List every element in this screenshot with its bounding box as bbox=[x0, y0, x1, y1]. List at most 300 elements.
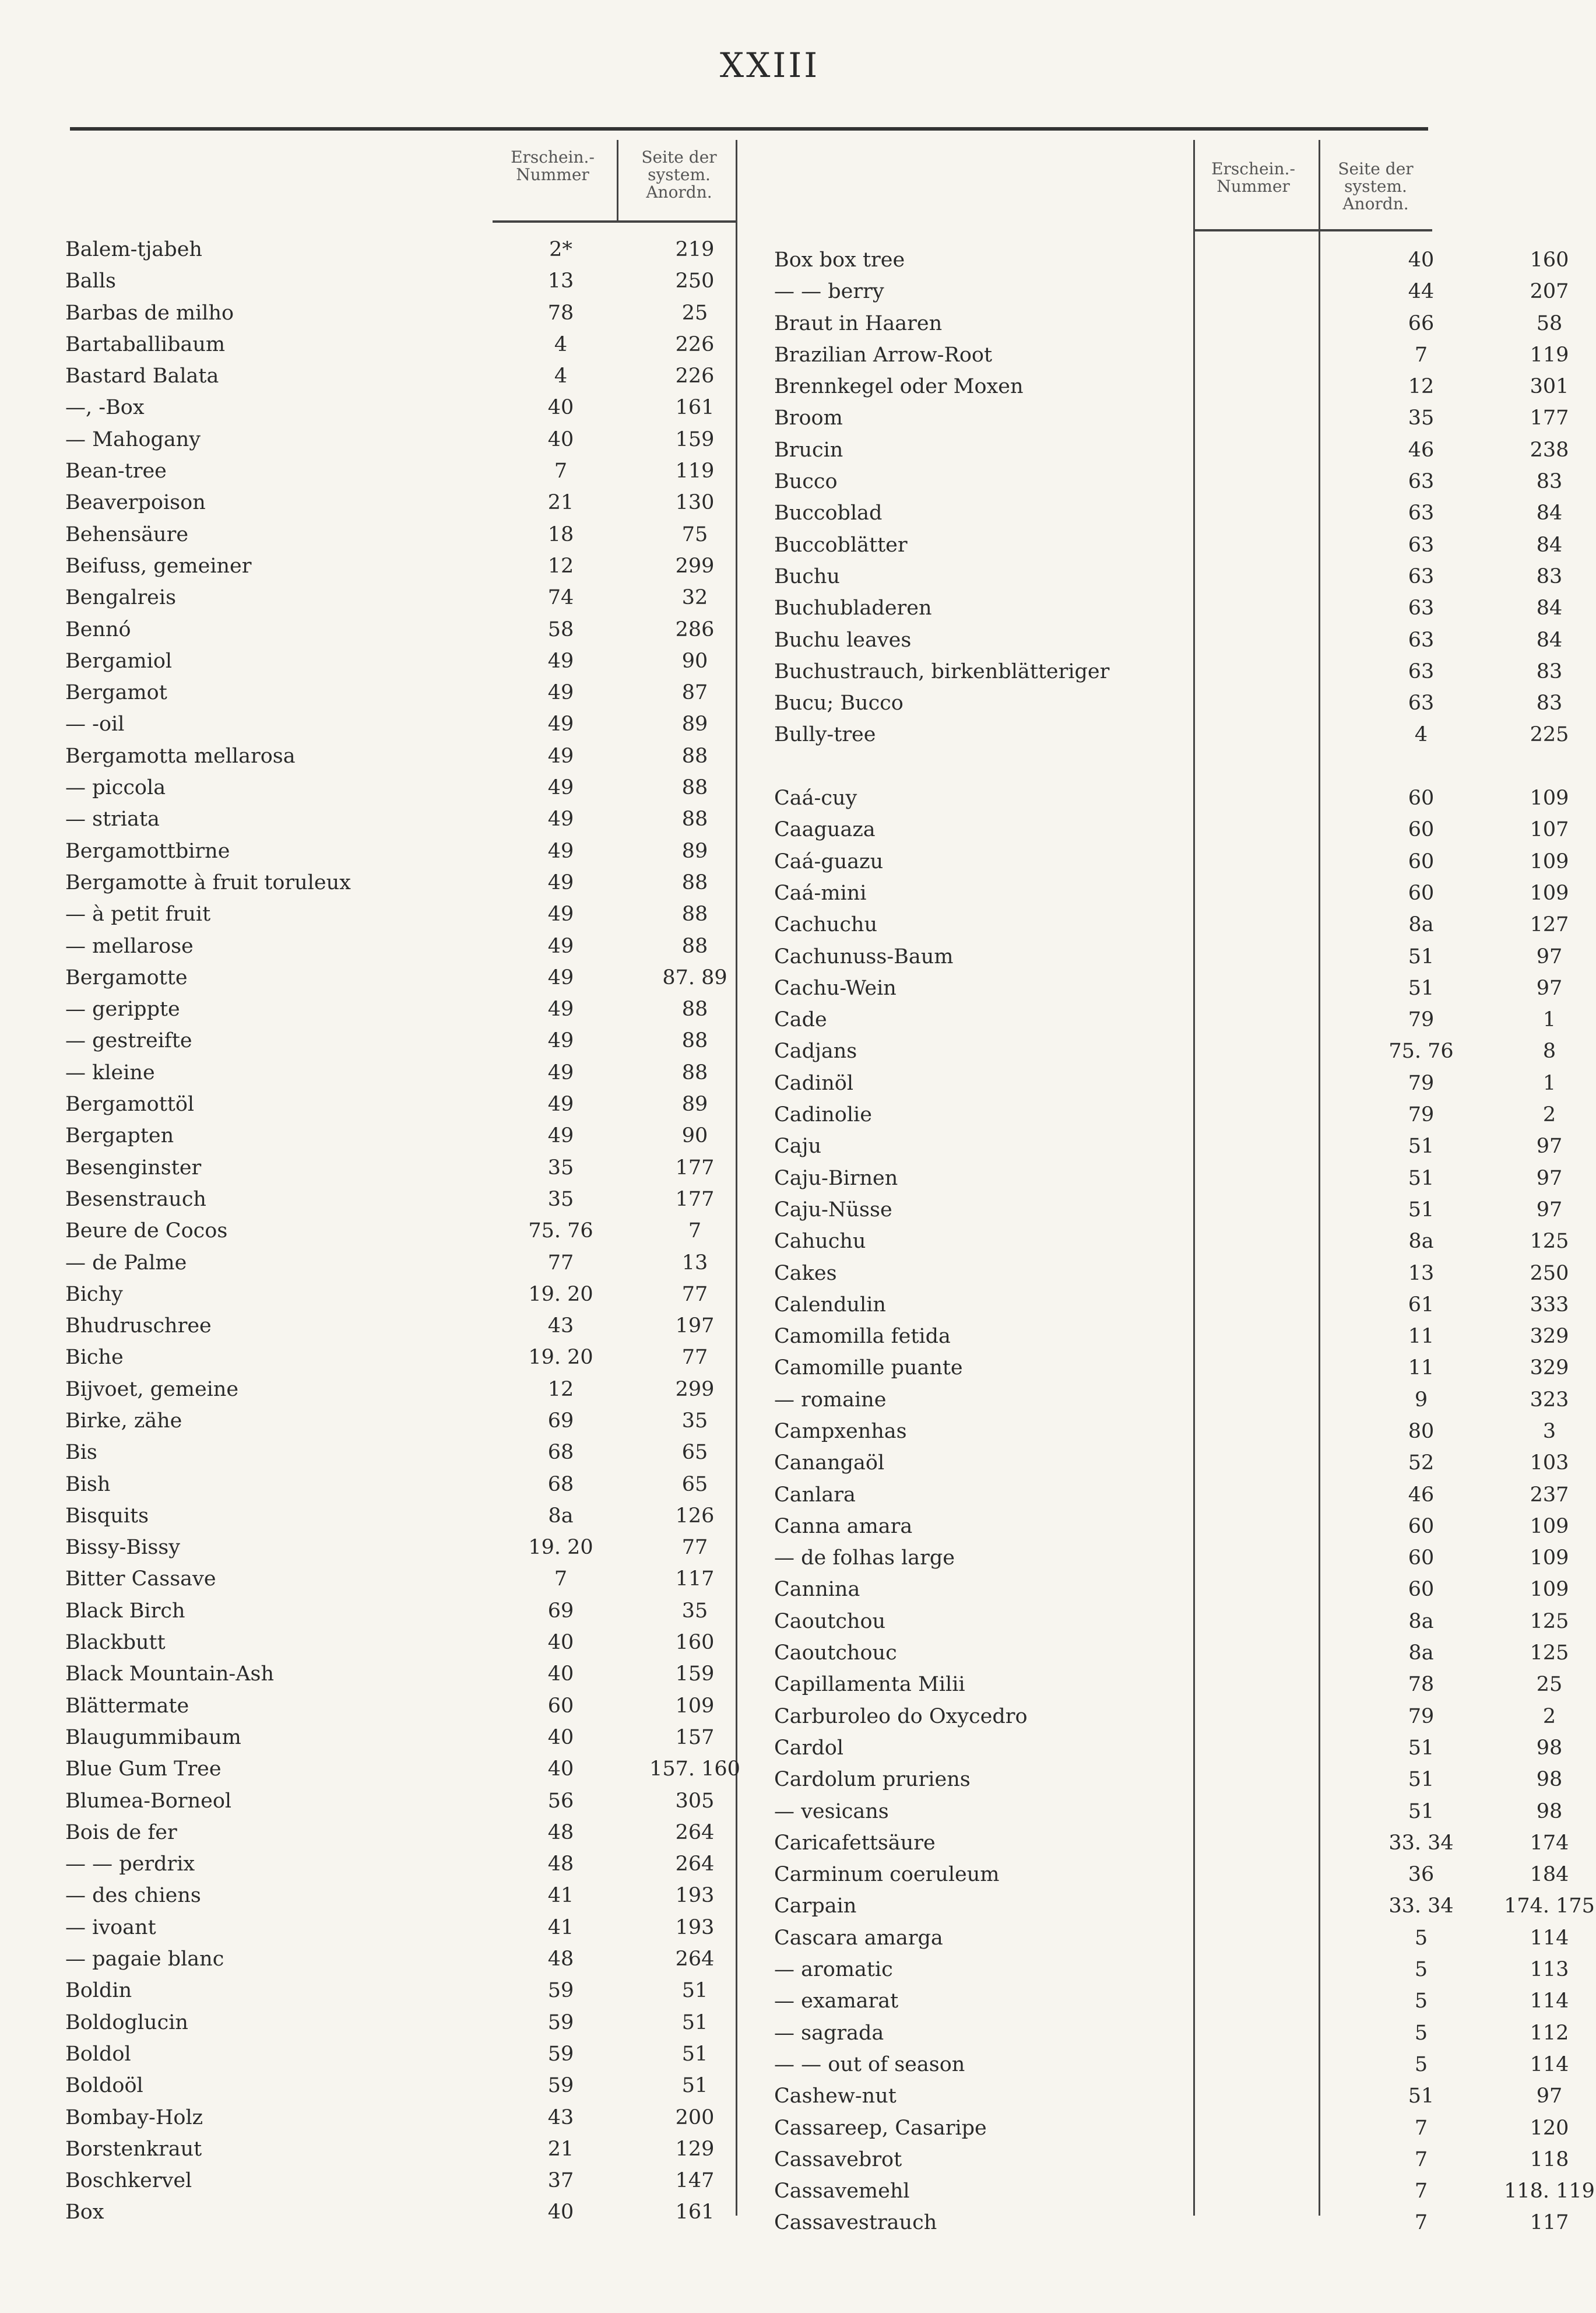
entry-number: 11 bbox=[1408, 1325, 1435, 1349]
entry-name: Brazilian Arrow-Root bbox=[774, 343, 993, 367]
entry-number: 49 bbox=[547, 871, 574, 894]
entry-page: 114 bbox=[1530, 1989, 1569, 2013]
entry-name: Cassavemehl bbox=[774, 2179, 910, 2203]
index-entry bbox=[774, 813, 1569, 845]
index-entry bbox=[65, 961, 730, 993]
index-entry bbox=[774, 275, 1569, 307]
index-entry bbox=[65, 486, 730, 518]
entry-name: — à petit fruit bbox=[65, 903, 211, 926]
index-entry bbox=[774, 465, 1563, 497]
entry-page: 83 bbox=[1536, 692, 1563, 715]
entry-page: 127 bbox=[1530, 913, 1569, 937]
entry-number: 78 bbox=[547, 301, 574, 325]
entry-number: 7 bbox=[1414, 2147, 1428, 2171]
index-entry bbox=[65, 1816, 730, 1848]
entry-number: 61 bbox=[1408, 1293, 1435, 1317]
entry-number: 63 bbox=[1408, 596, 1435, 620]
entry-name: Carburoleo do Oxycedro bbox=[774, 1704, 1028, 1728]
index-entry bbox=[65, 1531, 730, 1563]
entry-page: 237 bbox=[1530, 1483, 1569, 1507]
entry-number: 19. 20 bbox=[528, 1282, 593, 1306]
entry-page: 117 bbox=[675, 1567, 715, 1591]
entry-name: Black Birch bbox=[65, 1599, 185, 1623]
index-entry bbox=[65, 803, 730, 834]
entry-page: 219 bbox=[675, 238, 715, 261]
entry-name: — Mahogany bbox=[65, 427, 201, 451]
entry-name: Capillamenta Milii bbox=[774, 1673, 965, 1697]
entry-name: Bis bbox=[65, 1441, 97, 1465]
entry-name: Caricafettsäure bbox=[774, 1831, 936, 1855]
entry-name: Campxenhas bbox=[774, 1419, 907, 1443]
entry-number: 48 bbox=[547, 1947, 574, 1971]
entry-number: 8a bbox=[1408, 913, 1434, 937]
entry-name: — -oil bbox=[65, 712, 125, 736]
left-index-list bbox=[65, 233, 740, 2228]
index-entry bbox=[774, 2017, 1569, 2048]
entry-page: 160 bbox=[675, 1631, 715, 1655]
entry-page: 84 bbox=[1536, 628, 1563, 652]
entry-page: 87. 89 bbox=[662, 966, 727, 989]
entry-number: 8a bbox=[1408, 1230, 1434, 1254]
entry-name: Boldin bbox=[65, 1979, 132, 2003]
entry-number: 49 bbox=[547, 649, 574, 673]
entry-page: 177 bbox=[675, 1187, 715, 1211]
entry-number: 36 bbox=[1408, 1863, 1435, 1887]
entry-name: Biche bbox=[65, 1346, 124, 1370]
entry-name: Broom bbox=[774, 406, 843, 430]
index-entry bbox=[774, 1763, 1563, 1795]
entry-page: 98 bbox=[1536, 1799, 1563, 1823]
entry-number: 63 bbox=[1408, 533, 1435, 557]
entry-page: 7 bbox=[688, 1219, 702, 1243]
entry-page: 113 bbox=[1530, 1958, 1569, 1982]
entry-page: 89 bbox=[681, 712, 708, 736]
index-entry bbox=[65, 1278, 730, 1310]
index-entry bbox=[65, 1057, 730, 1088]
entry-page: 13 bbox=[681, 1251, 708, 1275]
index-entry bbox=[65, 1310, 730, 1341]
index-entry bbox=[65, 1119, 730, 1151]
entry-number: 60 bbox=[1408, 1578, 1435, 1602]
index-entry bbox=[774, 560, 1563, 592]
entry-name: Bengalreis bbox=[65, 586, 177, 610]
entry-name: Boldoöl bbox=[65, 2074, 143, 2098]
entry-name: Behensäure bbox=[65, 522, 189, 546]
entry-page: 97 bbox=[1536, 1166, 1563, 1190]
entry-page: 200 bbox=[675, 2105, 715, 2129]
index-entry bbox=[774, 1827, 1569, 1858]
entry-number: 7 bbox=[1414, 2116, 1428, 2140]
entry-number: 7 bbox=[1414, 2179, 1428, 2203]
index-entry bbox=[774, 1035, 1556, 1066]
entry-number: 19. 20 bbox=[528, 1346, 593, 1370]
entry-page: 98 bbox=[1536, 1736, 1563, 1760]
index-entry bbox=[65, 2006, 730, 2038]
index-entry bbox=[774, 1479, 1569, 1510]
index-entry bbox=[65, 1595, 730, 1626]
entry-name: Buchubladeren bbox=[774, 596, 932, 620]
entry-number: 43 bbox=[547, 1314, 574, 1338]
entry-name: Cadinolie bbox=[774, 1103, 872, 1127]
entry-number: 60 bbox=[547, 1694, 574, 1718]
entry-number: 7 bbox=[554, 459, 568, 483]
index-entry bbox=[774, 497, 1563, 528]
entry-number: 63 bbox=[1408, 501, 1435, 525]
entry-number: 43 bbox=[547, 2105, 574, 2129]
entry-page: 83 bbox=[1536, 470, 1563, 494]
entry-number: 41 bbox=[547, 1884, 574, 1908]
entry-number: 5 bbox=[1414, 1926, 1428, 1950]
entry-number: 49 bbox=[547, 1093, 574, 1117]
entry-number: 58 bbox=[547, 617, 574, 641]
entry-name: Caaguaza bbox=[774, 818, 876, 842]
entry-name: Camomilla fetida bbox=[774, 1325, 951, 1349]
entry-name: Cade bbox=[774, 1008, 827, 1032]
index-entry bbox=[774, 1953, 1569, 1985]
entry-number: 49 bbox=[547, 1029, 574, 1053]
entry-number: 69 bbox=[547, 1599, 574, 1623]
index-entry bbox=[65, 581, 730, 613]
entry-page: 109 bbox=[1530, 850, 1569, 873]
entry-number: 49 bbox=[547, 934, 574, 958]
entry-name: Bergamot bbox=[65, 681, 167, 705]
entry-page: 118 bbox=[1530, 2147, 1569, 2171]
entry-page: 88 bbox=[681, 808, 708, 831]
entry-number: 79 bbox=[1408, 1704, 1435, 1728]
index-entry bbox=[65, 740, 730, 771]
entry-name: Bergamotta mellarosa bbox=[65, 744, 296, 768]
entry-page: 97 bbox=[1536, 1135, 1563, 1159]
entry-number: 63 bbox=[1408, 564, 1435, 588]
entry-page: 84 bbox=[1536, 533, 1563, 557]
entry-page: 250 bbox=[1530, 1261, 1569, 1285]
entry-name: Bergamottöl bbox=[65, 1093, 195, 1117]
entry-name: Boschkervel bbox=[65, 2169, 192, 2193]
entry-number: 63 bbox=[1408, 470, 1435, 494]
entry-page: 264 bbox=[675, 1852, 715, 1876]
entry-name: Cachunuss-Baum bbox=[774, 945, 954, 968]
entry-name: Cassavebrot bbox=[774, 2147, 902, 2171]
entry-name: Blue Gum Tree bbox=[65, 1757, 222, 1781]
entry-name: Caoutchou bbox=[774, 1609, 886, 1633]
entry-number: 46 bbox=[1408, 438, 1435, 462]
right-header-rule bbox=[1193, 229, 1432, 231]
entry-number: 75. 76 bbox=[1388, 1040, 1454, 1064]
index-entry bbox=[65, 1848, 730, 1879]
entry-number: 7 bbox=[1414, 343, 1428, 367]
index-entry bbox=[774, 1542, 1569, 1573]
entry-name: Brennkegel oder Moxen bbox=[774, 375, 1024, 399]
entry-number: 12 bbox=[547, 554, 574, 578]
entry-name: — ivoant bbox=[65, 1915, 156, 1939]
entry-page: 157 bbox=[675, 1725, 715, 1749]
index-entry bbox=[774, 1194, 1563, 1225]
entry-name: Caju bbox=[774, 1135, 822, 1159]
index-entry bbox=[65, 866, 730, 898]
entry-page: 88 bbox=[681, 871, 708, 894]
entry-name: — — berry bbox=[774, 280, 884, 304]
entry-number: 68 bbox=[547, 1472, 574, 1496]
entry-page: 97 bbox=[1536, 976, 1563, 1000]
index-entry bbox=[65, 1024, 730, 1056]
index-entry bbox=[65, 2133, 730, 2164]
entry-name: Bisquits bbox=[65, 1504, 149, 1528]
entry-name: — aromatic bbox=[774, 1958, 893, 1982]
index-entry bbox=[774, 1605, 1569, 1637]
entry-name: — de folhas large bbox=[774, 1546, 955, 1570]
entry-number: 59 bbox=[547, 2010, 574, 2034]
entry-page: 88 bbox=[681, 934, 708, 958]
index-entry bbox=[65, 2196, 730, 2227]
entry-page: 109 bbox=[675, 1694, 715, 1718]
entry-number: 49 bbox=[547, 839, 574, 863]
index-entry bbox=[65, 360, 730, 391]
left-header-seite: Seite der system. Anordn. bbox=[641, 148, 717, 202]
index-entry bbox=[774, 1922, 1569, 1953]
index-entry bbox=[65, 930, 730, 961]
entry-page: 299 bbox=[675, 1377, 715, 1401]
entry-number: 79 bbox=[1408, 1103, 1435, 1127]
entry-page: 109 bbox=[1530, 787, 1569, 810]
entry-name: Canlara bbox=[774, 1483, 856, 1507]
entry-page: 1 bbox=[1542, 1071, 1556, 1095]
index-entry bbox=[65, 2164, 730, 2196]
index-entry bbox=[65, 1626, 730, 1658]
entry-page: 177 bbox=[675, 1156, 715, 1180]
entry-number: 5 bbox=[1414, 2052, 1428, 2076]
index-entry bbox=[774, 402, 1569, 433]
page-number: XXIII bbox=[719, 45, 820, 85]
entry-number: 19. 20 bbox=[528, 1536, 593, 1560]
entry-page: 51 bbox=[681, 1979, 708, 2003]
entry-page: 159 bbox=[675, 1662, 715, 1686]
entry-name: — gerippte bbox=[65, 998, 180, 1022]
index-entry bbox=[65, 1152, 730, 1183]
entry-name: — vesicans bbox=[774, 1799, 889, 1823]
entry-number: 40 bbox=[547, 1662, 574, 1686]
index-entry bbox=[774, 370, 1569, 402]
entry-name: Barbas de milho bbox=[65, 301, 234, 325]
entry-page: 305 bbox=[675, 1789, 715, 1813]
entry-number: 9 bbox=[1414, 1388, 1428, 1412]
index-entry bbox=[774, 782, 1569, 813]
entry-name: Bergamottbirne bbox=[65, 839, 230, 863]
entry-name: — sagrada bbox=[774, 2021, 884, 2045]
entry-name: Cahuchu bbox=[774, 1230, 866, 1254]
entry-name: Bastard Balata bbox=[65, 364, 219, 388]
entry-number: 46 bbox=[1408, 1483, 1435, 1507]
entry-name: Bergamotte bbox=[65, 966, 188, 989]
index-entry bbox=[65, 1911, 730, 1943]
entry-name: Buchu leaves bbox=[774, 628, 912, 652]
entry-number: 33. 34 bbox=[1388, 1831, 1454, 1855]
entry-page: 83 bbox=[1536, 564, 1563, 588]
entry-name: Buccoblad bbox=[774, 501, 883, 525]
entry-number: 12 bbox=[1408, 375, 1435, 399]
index-entry bbox=[774, 655, 1563, 687]
entry-page: 118. 119 bbox=[1504, 2179, 1595, 2203]
entry-page: 3 bbox=[1542, 1419, 1556, 1443]
entry-page: 126 bbox=[675, 1504, 715, 1528]
entry-name: Bhudruschree bbox=[65, 1314, 212, 1338]
entry-page: 147 bbox=[675, 2169, 715, 2193]
index-entry bbox=[774, 2048, 1569, 2080]
entry-page: 157. 160 bbox=[649, 1757, 740, 1781]
index-entry bbox=[774, 1415, 1556, 1447]
index-entry bbox=[65, 423, 730, 455]
index-entry bbox=[65, 835, 730, 866]
index-entry bbox=[774, 1447, 1569, 1478]
entry-page: 89 bbox=[681, 1093, 708, 1117]
entry-page: 114 bbox=[1530, 1926, 1569, 1950]
entry-name: Bergapten bbox=[65, 1124, 174, 1148]
entry-number: 35 bbox=[1408, 406, 1435, 430]
entry-name: Bish bbox=[65, 1472, 111, 1496]
entry-number: 60 bbox=[1408, 818, 1435, 842]
entry-number: 49 bbox=[547, 1061, 574, 1084]
index-entry bbox=[65, 1658, 730, 1689]
index-entry bbox=[774, 1573, 1569, 1605]
entry-name: Cadinöl bbox=[774, 1071, 854, 1095]
entry-page: 107 bbox=[1530, 818, 1569, 842]
index-entry bbox=[774, 1067, 1556, 1098]
entry-name: Braut in Haaren bbox=[774, 311, 943, 335]
entry-name: Blumea-Borneol bbox=[65, 1789, 232, 1813]
entry-number: 4 bbox=[554, 364, 568, 388]
index-entry bbox=[65, 2101, 730, 2133]
entry-page: 35 bbox=[681, 1409, 708, 1433]
entry-name: Bissy-Bissy bbox=[65, 1536, 181, 1560]
index-entry bbox=[774, 1700, 1556, 1732]
entry-page: 329 bbox=[1530, 1325, 1569, 1349]
entry-name: Buccoblätter bbox=[774, 533, 908, 557]
entry-number: 48 bbox=[547, 1820, 574, 1844]
entry-page: 88 bbox=[681, 1061, 708, 1084]
entry-number: 13 bbox=[547, 269, 574, 293]
entry-number: 41 bbox=[547, 1915, 574, 1939]
entry-number: 75. 76 bbox=[528, 1219, 593, 1243]
entry-number: 79 bbox=[1408, 1008, 1435, 1032]
index-entry bbox=[774, 307, 1563, 339]
entry-page: 51 bbox=[681, 2010, 708, 2034]
entry-name: Bartaballibaum bbox=[65, 332, 226, 356]
entry-number: 59 bbox=[547, 2042, 574, 2066]
entry-number: 35 bbox=[547, 1187, 574, 1211]
index-entry bbox=[65, 233, 730, 265]
entry-page: 109 bbox=[1530, 1546, 1569, 1570]
entry-name: Besenstrauch bbox=[65, 1187, 206, 1211]
entry-page: 89 bbox=[681, 839, 708, 863]
entry-page: 125 bbox=[1530, 1230, 1569, 1254]
entry-name: — romaine bbox=[774, 1388, 887, 1412]
entry-name: Bijvoet, gemeine bbox=[65, 1377, 239, 1401]
entry-name: Cachuchu bbox=[774, 913, 878, 937]
entry-page: 90 bbox=[681, 649, 708, 673]
entry-name: Calendulin bbox=[774, 1293, 886, 1317]
index-entry bbox=[65, 1974, 730, 2006]
index-entry bbox=[774, 908, 1569, 940]
entry-name: Besenginster bbox=[65, 1156, 202, 1180]
entry-name: Cakes bbox=[774, 1261, 837, 1285]
index-entry bbox=[65, 1215, 730, 1246]
entry-number: 49 bbox=[547, 966, 574, 989]
entry-name: Balls bbox=[65, 269, 116, 293]
index-entry bbox=[774, 1510, 1569, 1542]
entry-name: Caá-guazu bbox=[774, 850, 884, 873]
index-entry bbox=[65, 1879, 730, 1911]
entry-page: 87 bbox=[681, 681, 708, 705]
entry-name: — kleine bbox=[65, 1061, 155, 1084]
index-entry bbox=[65, 1183, 730, 1215]
entry-page: 329 bbox=[1530, 1356, 1569, 1380]
entry-number: 51 bbox=[1408, 1166, 1435, 1190]
index-entry bbox=[65, 550, 730, 581]
entry-name: Blackbutt bbox=[65, 1631, 166, 1655]
index-entry bbox=[774, 529, 1563, 560]
entry-page: 109 bbox=[1530, 1514, 1569, 1538]
entry-page: 226 bbox=[675, 364, 715, 388]
index-entry bbox=[65, 993, 730, 1024]
entry-name: Carminum coeruleum bbox=[774, 1863, 1000, 1887]
index-entry bbox=[774, 1003, 1556, 1035]
entry-page: 2 bbox=[1542, 1103, 1556, 1127]
entry-number: 59 bbox=[547, 1979, 574, 2003]
entry-page: 88 bbox=[681, 744, 708, 768]
index-entry bbox=[774, 1668, 1563, 1700]
entry-page: 51 bbox=[681, 2042, 708, 2066]
entry-page: 333 bbox=[1530, 1293, 1569, 1317]
entry-name: Caá-cuy bbox=[774, 787, 857, 810]
entry-page: 8 bbox=[1542, 1040, 1556, 1064]
right-index-list bbox=[774, 244, 1595, 2238]
index-entry bbox=[774, 434, 1569, 465]
entry-page: 77 bbox=[681, 1346, 708, 1370]
index-entry bbox=[774, 339, 1569, 370]
entry-name: Buchu bbox=[774, 564, 840, 588]
entry-name: Beaverpoison bbox=[65, 491, 206, 515]
entry-name: Boldoglucin bbox=[65, 2010, 188, 2034]
entry-name: Blättermate bbox=[65, 1694, 189, 1718]
index-entry bbox=[65, 1500, 730, 1531]
left-header-erschein: Erschein.-Nummer bbox=[511, 148, 595, 184]
entry-page: 174 bbox=[1530, 1831, 1569, 1855]
index-entry bbox=[774, 1098, 1556, 1130]
entry-page: 109 bbox=[1530, 1578, 1569, 1602]
entry-number: 49 bbox=[547, 998, 574, 1022]
entry-name: — gestreifte bbox=[65, 1029, 192, 1053]
entry-page: 250 bbox=[675, 269, 715, 293]
index-entry bbox=[65, 1088, 730, 1119]
entry-page: 286 bbox=[675, 617, 715, 641]
entry-page: 225 bbox=[1530, 723, 1569, 747]
index-entry bbox=[65, 676, 730, 708]
entry-number: 48 bbox=[547, 1852, 574, 1876]
index-entry bbox=[774, 972, 1563, 1003]
entry-page: 161 bbox=[675, 396, 715, 420]
entry-page: 109 bbox=[1530, 881, 1569, 905]
entry-number: 74 bbox=[547, 586, 574, 610]
entry-number: 51 bbox=[1408, 1768, 1435, 1792]
entry-name: Caá-mini bbox=[774, 881, 867, 905]
entry-number: 40 bbox=[547, 2200, 574, 2224]
entry-page: 97 bbox=[1536, 1198, 1563, 1222]
index-entry bbox=[65, 1468, 730, 1500]
entry-page: 299 bbox=[675, 554, 715, 578]
entry-number: 11 bbox=[1408, 1356, 1435, 1380]
entry-number: 51 bbox=[1408, 2084, 1435, 2108]
entry-page: 119 bbox=[675, 459, 715, 483]
index-entry bbox=[774, 1352, 1569, 1383]
